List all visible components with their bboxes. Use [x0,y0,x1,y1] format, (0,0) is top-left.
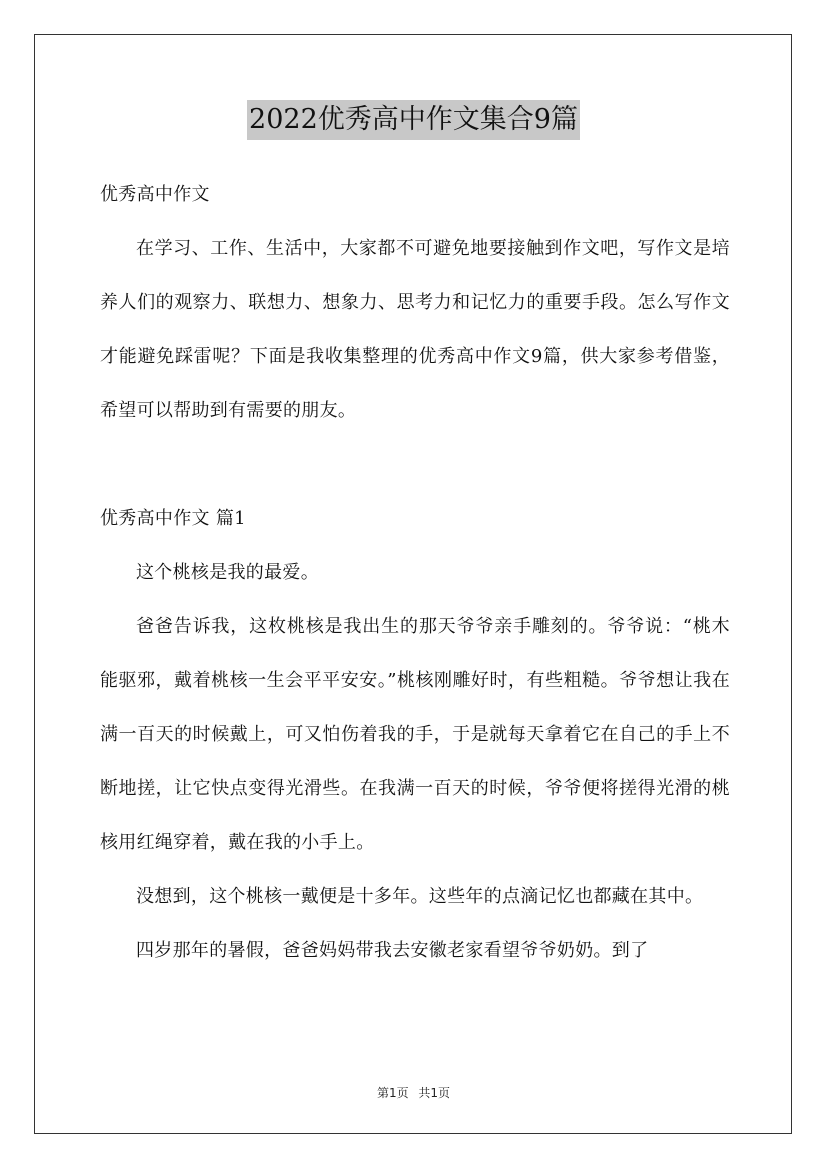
document-title: 2022优秀高中作文集合9篇 [247,100,580,140]
title-container [0,100,827,140]
page-number-current: 第1页 [376,1086,409,1100]
body-paragraph-2: 爸爸告诉我，这枚桃核是我出生的那天爷爷亲手雕刻的。爷爷说：“桃木能驱邪，戴着桃核一生会平平安安。”桃核刚雕好时，有些粗糙。爷爷想让我在满一百天的时候戴上，可又怕伤着我的手，于是就每天拿着它在自己的手上不断地搓，让它快点变得光滑些。在我满一百天的时候，爷爷便将搓得光滑的桃核用红绳穿着，戴在我的小手上。 [100,616,730,853]
intro-paragraph: 在学习、工作、生活中，大家都不可避免地要接触到作文吧，写作文是培养人们的观察力、联想力、想象力、思考力和记忆力的重要手段。怎么写作文才能避免踩雷呢？下面是我收集整理的优秀高中作文9篇，供大家参考借鉴，希望可以帮助到有需要的朋友。 [100,238,730,421]
intro-heading: 优秀高中作文 [100,184,210,205]
page-number-total: 共1页 [418,1086,451,1100]
body-paragraph-4: 四岁那年的暑假，爸爸妈妈带我去安徽老家看望爷爷奶奶。到了 [136,940,649,961]
body-paragraph-3: 没想到，这个桃核一戴便是十多年。这些年的点滴记忆也都藏在其中。 [136,886,704,907]
document-body [100,168,730,978]
page-footer [0,1084,827,1101]
body-paragraph-1: 这个桃核是我的最爱。 [136,562,319,583]
section-spacer [100,438,730,492]
section-heading: 优秀高中作文 篇1 [100,508,246,529]
